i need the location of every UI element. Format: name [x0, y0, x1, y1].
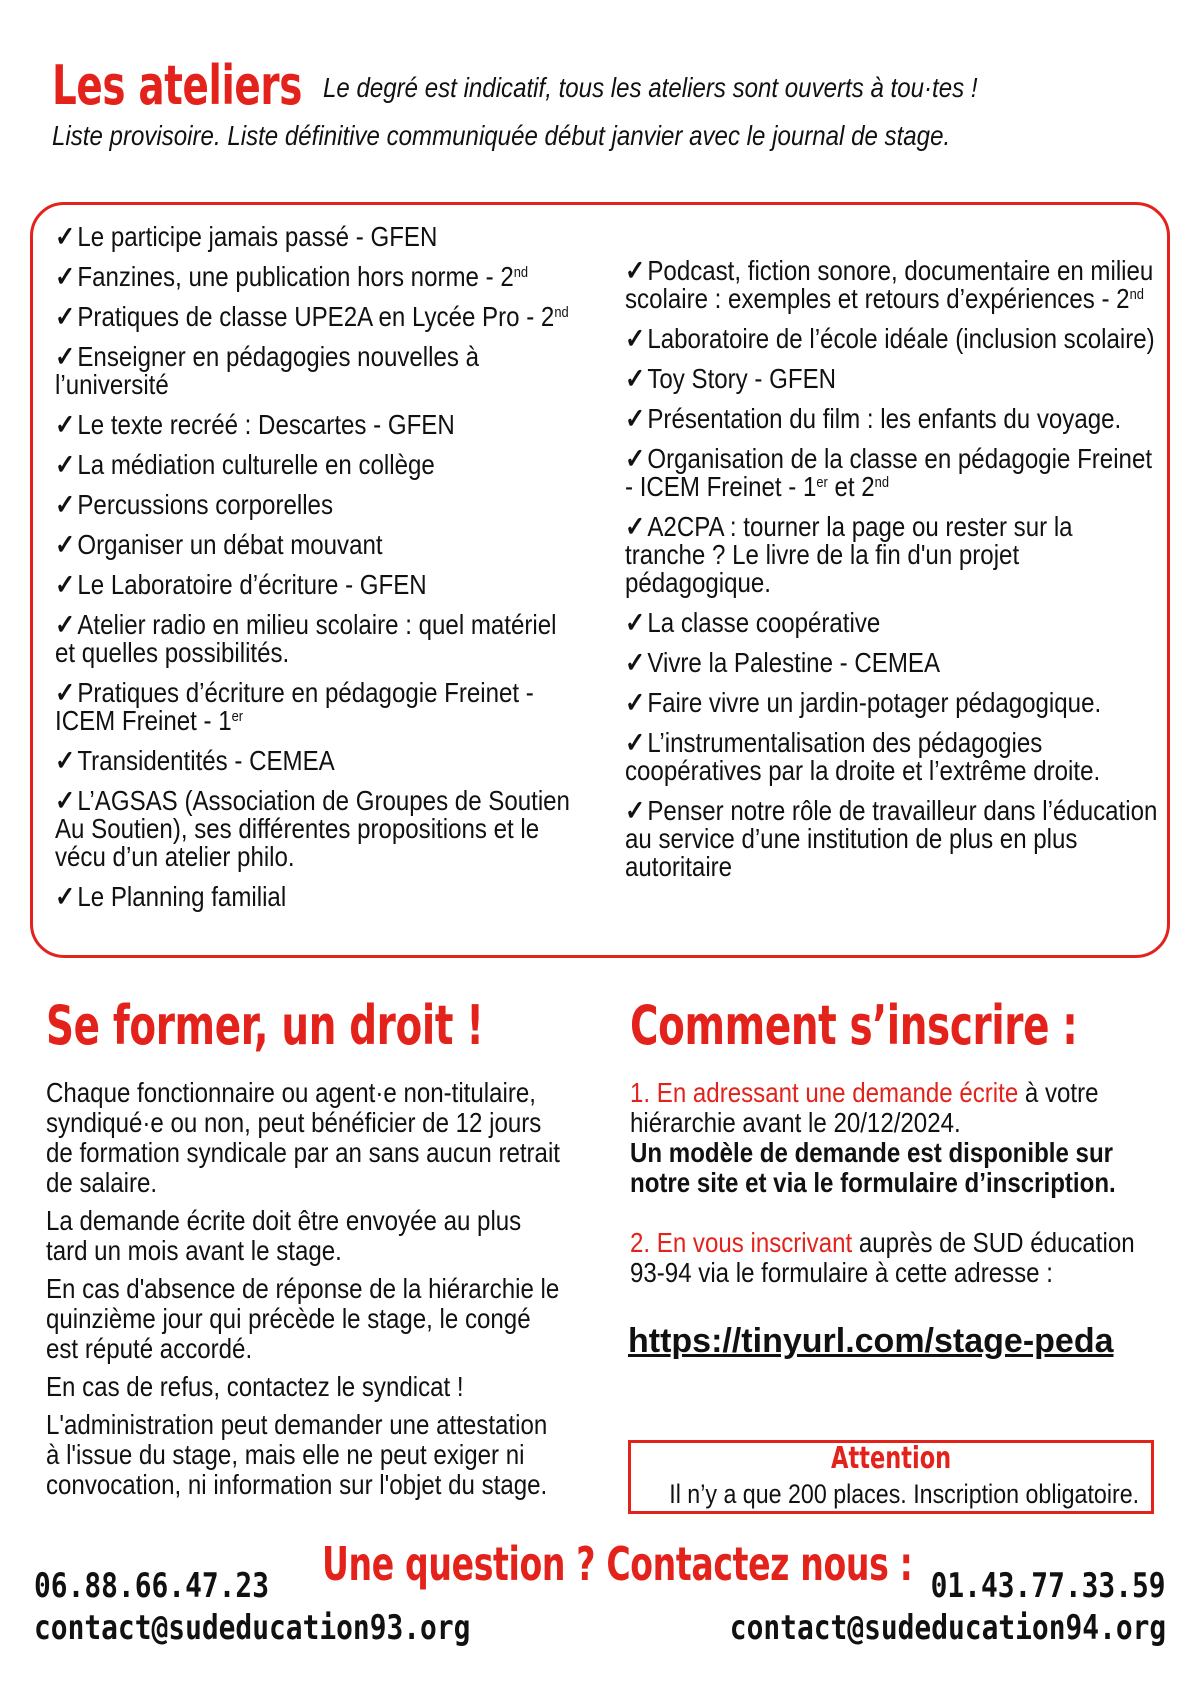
- workshop-item: [625, 445, 1158, 501]
- workshop-level-suffix: er: [816, 474, 828, 491]
- rights-body: [46, 1078, 646, 1508]
- registration-body: [630, 1078, 1200, 1318]
- workshop-item: [55, 531, 580, 559]
- workshop-item: [625, 689, 1158, 717]
- check-icon: ✓: [625, 727, 646, 758]
- workshop-item: [55, 611, 580, 667]
- workshop-title: Penser notre rôle de travailleur dans l’éducation au service d’une institution de plus en plus autoritaire: [625, 795, 1158, 882]
- workshop-title: Enseigner en pédagogies nouvelles à l’université: [55, 341, 480, 400]
- provisional-list-note: Liste provisoire. Liste définitive communiquée début janvier avec le journal de stage.: [52, 120, 951, 151]
- workshop-item: [625, 365, 1158, 393]
- check-icon: ✓: [55, 745, 76, 776]
- workshop-item: [625, 609, 1158, 637]
- attention-message-text: Il n’y a que 200 places. Inscription obligatoire.: [669, 1479, 1140, 1509]
- workshop-title: Podcast, fiction sonore, documentaire en milieu scolaire : exemples et retours d’expériences - 2: [625, 255, 1154, 314]
- workshop-title: Pratiques d’écriture en pédagogie Freinet - ICEM Freinet - 1: [55, 677, 534, 736]
- email-94-text: contact@sudeducation94.org: [729, 1608, 1166, 1648]
- workshop-item: [625, 513, 1158, 597]
- check-icon: ✓: [55, 529, 76, 560]
- workshop-title: Le participe jamais passé - GFEN: [77, 221, 438, 252]
- workshop-title: Fanzines, une publication hors norme - 2: [77, 261, 514, 292]
- check-icon: ✓: [625, 607, 646, 638]
- workshop-item: [55, 571, 580, 599]
- check-icon: ✓: [625, 363, 646, 394]
- registration-link[interactable]: https://tinyurl.com/stage-peda: [628, 1322, 1114, 1360]
- workshops-right-column: [625, 257, 1200, 893]
- phone-93[interactable]: [34, 1566, 321, 1606]
- attention-heading-text: Attention: [830, 1441, 952, 1476]
- check-icon: ✓: [55, 609, 76, 640]
- attention-message: [631, 1479, 1151, 1510]
- workshop-title: La médiation culturelle en collège: [77, 449, 435, 480]
- workshop-title: Le Laboratoire d’écriture - GFEN: [77, 569, 427, 600]
- attention-box: [628, 1440, 1154, 1514]
- workshop-level-suffix: nd: [874, 474, 890, 491]
- check-icon: ✓: [55, 409, 76, 440]
- rights-paragraph: La demande écrite doit être envoyée au plus tard un mois avant le stage.: [46, 1205, 522, 1266]
- step-1-text: à votre hiérarchie avant le 20/12/2024.: [630, 1077, 1099, 1138]
- workshop-title: Organiser un débat mouvant: [77, 529, 383, 560]
- workshop-item: [55, 411, 580, 439]
- check-icon: ✓: [625, 687, 646, 718]
- check-icon: ✓: [625, 323, 646, 354]
- workshop-item: [55, 303, 580, 331]
- intro-note: Le degré est indicatif, tous les ateliers sont ouverts à tou·tes !: [323, 72, 978, 103]
- registration-step-1: [630, 1078, 1163, 1198]
- workshop-title: Vivre la Palestine - CEMEA: [647, 647, 941, 678]
- rights-paragraph: Chaque fonctionnaire ou agent·e non-titulaire, syndiqué·e ou non, peut bénéficier de 12 jours de formation syndicale par an sans aucun retrait de salaire.: [46, 1077, 560, 1198]
- check-icon: ✓: [55, 449, 76, 480]
- workshop-title: La classe coopérative: [647, 607, 881, 638]
- workshop-item: [55, 747, 580, 775]
- email-93[interactable]: [34, 1608, 566, 1648]
- phone-94[interactable]: [879, 1566, 1166, 1606]
- workshop-item: [55, 679, 580, 735]
- workshop-title: Laboratoire de l’école idéale (inclusion scolaire): [647, 323, 1155, 354]
- workshop-title: Faire vivre un jardin-potager pédagogique.: [647, 687, 1102, 718]
- workshop-title: Organisation de la classe en pédagogie Freinet - ICEM Freinet - 1: [625, 443, 1153, 502]
- check-icon: ✓: [55, 341, 76, 372]
- workshop-item: [55, 343, 580, 399]
- workshop-item: [625, 257, 1158, 313]
- workshop-item: [55, 451, 580, 479]
- workshop-item: [625, 405, 1158, 433]
- workshops-left-column: [55, 223, 665, 923]
- workshop-item: [55, 263, 580, 291]
- check-icon: ✓: [625, 511, 646, 542]
- workshop-item: [55, 223, 580, 251]
- rights-heading: Se former, un droit !: [46, 994, 484, 1057]
- workshops-box: [30, 202, 1170, 958]
- workshop-level-suffix: er: [231, 708, 244, 725]
- check-icon: ✓: [55, 261, 76, 292]
- workshop-title: Présentation du film : les enfants du voyage.: [647, 403, 1122, 434]
- workshop-item: [625, 325, 1158, 353]
- workshop-title: Percussions corporelles: [77, 489, 333, 520]
- workshop-title-cont: et 2: [827, 471, 875, 502]
- phone-94-text: 01.43.77.33.59: [931, 1566, 1166, 1606]
- workshop-item: [55, 491, 580, 519]
- check-icon: ✓: [625, 647, 646, 678]
- page-title: Les ateliers: [52, 54, 303, 117]
- registration-step-2: [630, 1228, 1163, 1288]
- rights-paragraph: En cas d'absence de réponse de la hiérarchie le quinzième jour qui précède le stage, le congé est réputé accordé.: [46, 1273, 560, 1364]
- workshop-item: [55, 787, 580, 871]
- registration-heading: Comment s’inscrire :: [630, 994, 1078, 1057]
- step-2-text: auprès de SUD éducation 93-94 via le formulaire à cette adresse :: [630, 1227, 1135, 1288]
- workshop-title: Le Planning familial: [77, 881, 287, 912]
- template-available-note: Un modèle de demande est disponible sur notre site et via le formulaire d’inscription.: [630, 1137, 1116, 1198]
- contact-heading: Une question ? Contactez nous :: [322, 1537, 913, 1591]
- workshop-item: [55, 883, 580, 911]
- workshop-title: A2CPA : tourner la page ou rester sur la tranche ? Le livre de la fin d'un projet pédagogique.: [625, 511, 1073, 598]
- check-icon: ✓: [55, 881, 76, 912]
- workshop-title: Atelier radio en milieu scolaire : quel matériel et quelles possibilités.: [55, 609, 557, 668]
- workshop-title: Le texte recréé : Descartes - GFEN: [77, 409, 455, 440]
- check-icon: ✓: [55, 569, 76, 600]
- step-2-highlight: 2. En vous inscrivant: [630, 1227, 853, 1258]
- check-icon: ✓: [55, 785, 76, 816]
- check-icon: ✓: [625, 403, 646, 434]
- check-icon: ✓: [55, 489, 76, 520]
- email-94[interactable]: [634, 1608, 1166, 1648]
- workshop-item: [625, 729, 1158, 785]
- workshop-level-suffix: nd: [513, 264, 529, 281]
- rights-paragraph: L'administration peut demander une attestation à l'issue du stage, mais elle ne peut exiger ni convocation, ni information sur l'objet du stage.: [46, 1409, 548, 1500]
- workshop-title: Pratiques de classe UPE2A en Lycée Pro - 2: [77, 301, 555, 332]
- check-icon: ✓: [55, 677, 76, 708]
- check-icon: ✓: [625, 255, 646, 286]
- workshop-title: L’instrumentalisation des pédagogies coopératives par la droite et l’extrême droite.: [625, 727, 1101, 786]
- check-icon: ✓: [55, 221, 76, 252]
- workshop-item: [625, 797, 1158, 881]
- workshop-title: Toy Story - GFEN: [647, 363, 837, 394]
- workshop-level-suffix: nd: [1129, 286, 1144, 303]
- workshop-title: L’AGSAS (Association de Groupes de Soutien Au Soutien), ses différentes propositions et le vécu d’un atelier philo.: [55, 785, 570, 872]
- step-1-highlight: 1. En adressant une demande écrite: [630, 1077, 1019, 1108]
- attention-heading: [631, 1441, 1151, 1476]
- phone-93-text: 06.88.66.47.23: [34, 1566, 269, 1606]
- check-icon: ✓: [625, 795, 646, 826]
- workshop-level-suffix: nd: [554, 304, 569, 321]
- workshop-title: Transidentités - CEMEA: [77, 745, 335, 776]
- email-93-text: contact@sudeducation93.org: [34, 1608, 471, 1648]
- check-icon: ✓: [625, 443, 646, 474]
- rights-paragraph: En cas de refus, contactez le syndicat !: [46, 1371, 464, 1402]
- workshop-item: [625, 649, 1158, 677]
- check-icon: ✓: [55, 301, 76, 332]
